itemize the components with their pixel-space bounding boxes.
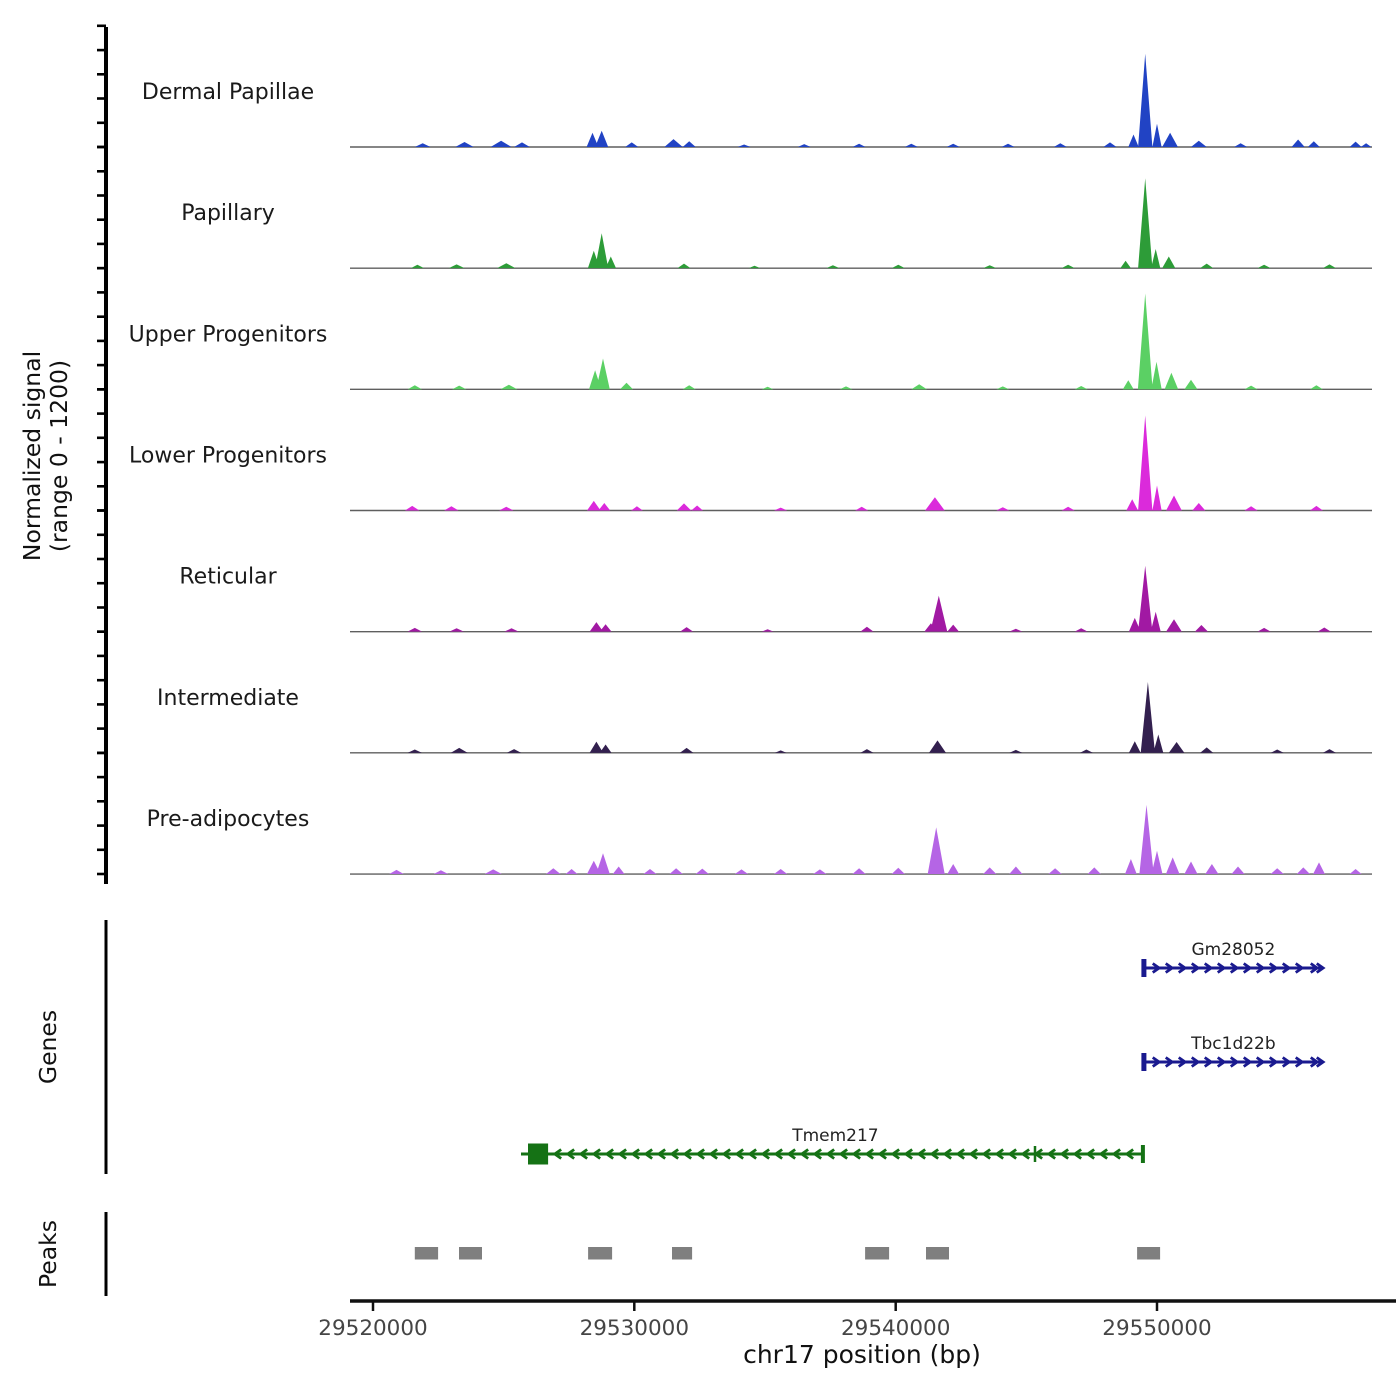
track-reticular <box>179 565 1372 632</box>
signal-area-dermal-papillae <box>350 54 1372 147</box>
track-label-pre-adipocytes: Pre-adipocytes <box>146 807 310 833</box>
peaks-section-label: Peaks <box>34 1219 62 1289</box>
signal-area-pre-adipocytes <box>350 805 1372 874</box>
x-tick-label-29530000: 29530000 <box>579 1316 690 1341</box>
peak-box <box>459 1247 482 1260</box>
y-axis <box>18 26 106 884</box>
track-label-intermediate: Intermediate <box>157 685 299 711</box>
x-tick-label-29540000: 29540000 <box>840 1316 951 1341</box>
y-axis-label-line1: Normalized signal <box>18 350 46 562</box>
gene-label-gm28052: Gm28052 <box>1191 940 1276 960</box>
gene-gm28052 <box>1141 940 1323 977</box>
peak-box <box>1137 1247 1160 1260</box>
gene-end-bar <box>1141 1145 1145 1163</box>
track-label-papillary: Papillary <box>181 201 275 227</box>
signal-area-lower-progenitors <box>350 416 1372 511</box>
gene-tmem217 <box>521 1126 1145 1165</box>
gene-label-tmem217: Tmem217 <box>792 1126 879 1146</box>
x-axis <box>318 1301 1396 1369</box>
track-label-dermal-papillae: Dermal Papillae <box>141 80 315 105</box>
x-tick-label-29550000: 29550000 <box>1102 1316 1212 1341</box>
track-lower-progenitors <box>129 416 1372 511</box>
peak-box <box>926 1247 949 1260</box>
signal-area-intermediate <box>350 682 1372 753</box>
gene-start-bar <box>1141 959 1146 977</box>
peak-box <box>865 1247 889 1260</box>
track-label-lower-progenitors: Lower Progenitors <box>129 443 327 469</box>
peaks-section <box>34 1212 1160 1296</box>
signal-area-papillary <box>350 178 1372 268</box>
signal-area-upper-progenitors <box>350 294 1372 390</box>
gene-label-tbc1d22b: Tbc1d22b <box>1191 1034 1276 1054</box>
gene-start-bar <box>1141 1053 1146 1071</box>
track-upper-progenitors <box>129 294 1372 390</box>
gene-tbc1d22b <box>1141 1034 1323 1071</box>
genes-section-label: Genes <box>34 1009 62 1085</box>
gene-models <box>521 940 1323 1165</box>
track-papillary <box>181 178 1372 268</box>
track-label-upper-progenitors: Upper Progenitors <box>128 322 328 348</box>
peak-boxes <box>415 1247 1160 1260</box>
genes-section <box>34 920 1323 1174</box>
y-axis-label-line2: (range 0 - 1200) <box>45 359 73 553</box>
track-pre-adipocytes <box>147 805 1372 874</box>
track-dermal-papillae <box>142 54 1372 147</box>
x-axis-ticks <box>318 1301 1211 1341</box>
signal-area-reticular <box>350 566 1372 632</box>
track-label-reticular: Reticular <box>179 564 277 590</box>
track-intermediate <box>157 682 1372 753</box>
gene-exon-block <box>528 1144 548 1165</box>
x-tick-label-29520000: 29520000 <box>318 1316 428 1341</box>
peak-box <box>588 1247 612 1260</box>
peak-box <box>415 1247 438 1260</box>
peak-box <box>672 1247 692 1260</box>
signal-tracks <box>129 54 1372 874</box>
x-axis-title: chr17 position (bp) <box>743 1340 981 1369</box>
